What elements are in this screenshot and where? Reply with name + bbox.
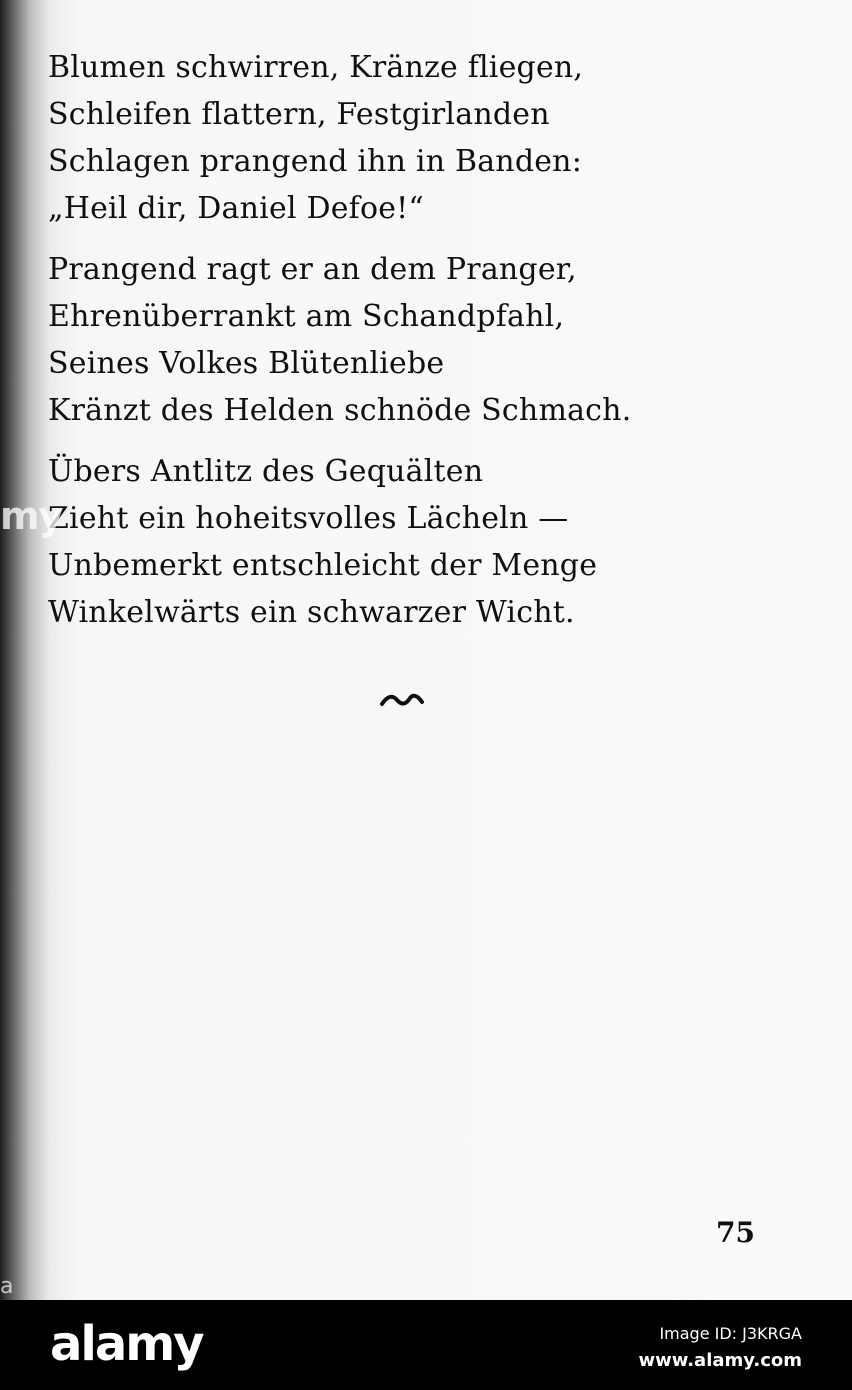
stock-footer xyxy=(0,1300,852,1390)
poem-line: „Heil dir, Daniel Defoe!“ xyxy=(48,191,424,226)
poem-line: Prangend ragt er an dem Pranger, xyxy=(48,252,577,287)
page-number: 75 xyxy=(716,1216,755,1249)
poem-line: Zieht ein hoheitsvolles Lächeln — xyxy=(48,501,569,536)
poem-line: Blumen schwirren, Kränze fliegen, xyxy=(48,50,584,85)
poem-line: Ehrenüberrankt am Schandpfahl, xyxy=(48,299,565,334)
site-url: www.alamy.com xyxy=(638,1350,802,1371)
brand-logo: alamy xyxy=(50,1316,203,1372)
ornament-icon xyxy=(380,690,424,710)
poem-line: Kränzt des Helden schnöde Schmach. xyxy=(48,393,632,428)
image-id-label: Image ID: J3KRGA xyxy=(659,1324,802,1343)
poem-line: Schlagen prangend ihn in Banden: xyxy=(48,144,583,179)
poem-line: Übers Antlitz des Gequälten xyxy=(48,454,484,489)
poem-line: Seines Volkes Blütenliebe xyxy=(48,346,445,381)
poem-line: Winkelwärts ein schwarzer Wicht. xyxy=(48,595,575,630)
watermark-text: my xyxy=(0,494,63,538)
poem-line: Unbemerkt entschleicht der Menge xyxy=(48,548,598,583)
watermark-text-small: a xyxy=(0,1274,14,1299)
poem-line: Schleifen flattern, Festgirlanden xyxy=(48,97,550,132)
stanza-3 xyxy=(48,448,597,636)
stanza-1 xyxy=(48,44,583,232)
stanza-2 xyxy=(48,246,631,434)
